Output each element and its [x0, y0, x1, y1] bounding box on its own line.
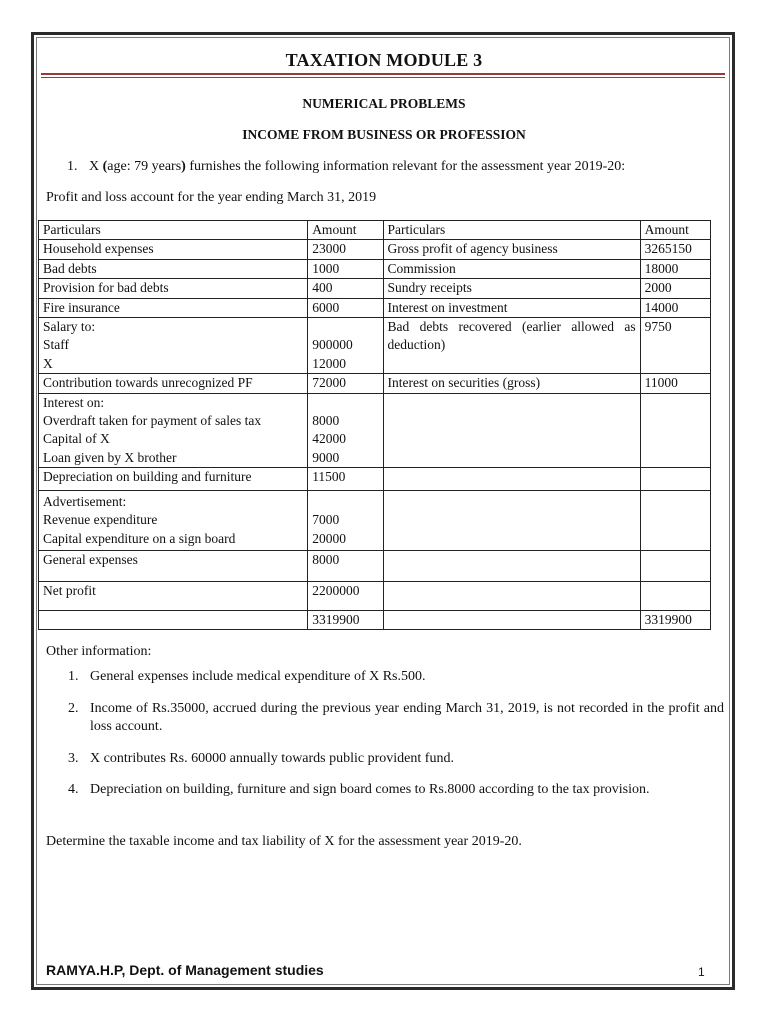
- table-row: [39, 550, 711, 581]
- advertisement-revenue: Revenue expenditure: [43, 512, 158, 528]
- list-item: [46, 781, 724, 800]
- list-item-number: 2.: [68, 700, 79, 716]
- title-rule-thin: [41, 77, 725, 78]
- pl-heading: Profit and loss account for the year ending March 31, 2019: [46, 190, 377, 205]
- profit-loss-table: [38, 220, 711, 630]
- table-total-row: [39, 610, 711, 629]
- table-row: [39, 259, 711, 278]
- cell-left-amount: 1000: [308, 259, 383, 278]
- advertisement-capital-amount: 20000: [312, 530, 346, 546]
- cell-right: Gross profit of agency business: [383, 240, 640, 259]
- cell-bad-debts-recovered-amount: 9750: [640, 318, 710, 374]
- cell-right: Sundry receipts: [383, 279, 640, 298]
- title-rule-thick: [41, 73, 725, 75]
- list-item: [46, 700, 724, 737]
- salary-head: Salary to:: [43, 319, 96, 335]
- list-item: [46, 750, 724, 769]
- cell-right-amount: 3265150: [640, 240, 710, 259]
- page-title: TAXATION MODULE 3: [285, 50, 483, 70]
- question-paren-open: (: [102, 159, 108, 174]
- cell-interest-amounts: [308, 393, 383, 468]
- cell-empty: [383, 550, 640, 581]
- question-number: 1.: [67, 159, 78, 174]
- cell-left-amount: 2200000: [308, 581, 383, 610]
- table-row-advertisement: [39, 490, 711, 550]
- cell-salary-amounts: [308, 318, 383, 374]
- page-number: 1: [698, 965, 705, 979]
- advertisement-capital: Capital expenditure on a sign board: [43, 530, 236, 546]
- cell-empty: [640, 550, 710, 581]
- cell-empty: [640, 490, 710, 550]
- cell-left-amount: 11500: [308, 468, 383, 490]
- question-prefix: X: [89, 159, 103, 174]
- cell-right: Interest on investment: [383, 298, 640, 317]
- advertisement-head: Advertisement:: [43, 493, 127, 509]
- interest-overdraft: Overdraft taken for payment of sales tax: [43, 413, 262, 429]
- other-info-heading: Other information:: [46, 644, 152, 659]
- table-row: [39, 240, 711, 259]
- list-item-text: Depreciation on building, furniture and sign board comes to Rs.8000 according to the tax provision.: [90, 782, 650, 797]
- interest-overdraft-amount: 8000: [312, 413, 340, 429]
- list-item-number: 1.: [68, 669, 79, 684]
- interest-loan-amount: 9000: [312, 449, 340, 465]
- question-suffix: furnishes the following information relevant for the assessment year 2019-20:: [185, 159, 626, 174]
- table-row: [39, 581, 711, 610]
- cell-left: Bad debts: [39, 259, 308, 278]
- other-info-list: [46, 668, 724, 813]
- cell-left-amount: 400: [308, 279, 383, 298]
- table-header-row: [39, 221, 711, 240]
- cell-right-amount: 11000: [640, 374, 710, 393]
- interest-loan: Loan given by X brother: [43, 449, 177, 465]
- table-row-salary: [39, 318, 711, 374]
- cell-left-amount: 6000: [308, 298, 383, 317]
- cell-empty: [383, 468, 640, 490]
- section-heading: INCOME FROM BUSINESS OR PROFESSION: [242, 127, 526, 142]
- cell-salary: [39, 318, 308, 374]
- question-1: [67, 159, 625, 175]
- list-item-number: 3.: [68, 750, 79, 766]
- cell-left-amount: 8000: [308, 550, 383, 581]
- cell-left: General expenses: [39, 550, 308, 581]
- conclusion: Determine the taxable income and tax liability of X for the assessment year 2019-20.: [46, 834, 522, 849]
- cell-right-amount: 14000: [640, 298, 710, 317]
- question-age: age: 79 years: [107, 159, 182, 174]
- interest-head: Interest on:: [43, 394, 105, 410]
- list-item: [46, 668, 724, 687]
- cell-left: Contribution towards unrecognized PF: [39, 374, 308, 393]
- cell-empty: [39, 610, 308, 629]
- cell-left: Net profit: [39, 581, 308, 610]
- cell-bad-debts-recovered: Bad debts recovered (earlier allowed as deduction): [383, 318, 640, 374]
- total-right: 3319900: [640, 610, 710, 629]
- cell-left: Household expenses: [39, 240, 308, 259]
- cell-left-amount: 23000: [308, 240, 383, 259]
- question-paren-close: ): [181, 159, 186, 174]
- cell-empty: [640, 468, 710, 490]
- footer-author: RAMYA.H.P, Dept. of Management studies: [46, 962, 324, 978]
- header-particulars-left: Particulars: [39, 221, 308, 240]
- cell-advertisement: [39, 490, 308, 550]
- header-amount-left: Amount: [308, 221, 383, 240]
- table-row: [39, 298, 711, 317]
- cell-empty: [640, 581, 710, 610]
- cell-right: Interest on securities (gross): [383, 374, 640, 393]
- list-item-text: X contributes Rs. 60000 annually towards public provident fund.: [90, 750, 454, 766]
- cell-empty: [383, 581, 640, 610]
- cell-left: Fire insurance: [39, 298, 308, 317]
- total-left: 3319900: [308, 610, 383, 629]
- table-row: [39, 468, 711, 490]
- cell-right-amount: 2000: [640, 279, 710, 298]
- cell-advertisement-amounts: [308, 490, 383, 550]
- advertisement-revenue-amount: 7000: [312, 512, 340, 528]
- cell-right-amount: 18000: [640, 259, 710, 278]
- table-row: [39, 279, 711, 298]
- salary-x: X: [43, 355, 53, 371]
- cell-left-amount: 72000: [308, 374, 383, 393]
- list-item-number: 4.: [68, 782, 79, 797]
- cell-empty: [383, 393, 640, 468]
- cell-empty: [383, 610, 640, 629]
- list-item-text: General expenses include medical expenditure of X Rs.500.: [90, 669, 426, 684]
- salary-x-amount: 12000: [312, 355, 346, 371]
- cell-interest: [39, 393, 308, 468]
- salary-staff: Staff: [43, 337, 69, 353]
- list-item-text: Income of Rs.35000, accrued during the previous year ending March 31, 2019, is not recorded in the profit and loss account.: [90, 700, 724, 734]
- cell-empty: [640, 393, 710, 468]
- header-amount-right: Amount: [640, 221, 710, 240]
- cell-left: Depreciation on building and furniture: [39, 468, 308, 490]
- cell-empty: [383, 490, 640, 550]
- subtitle: NUMERICAL PROBLEMS: [302, 96, 466, 111]
- table-row-interest: [39, 393, 711, 468]
- cell-right: Commission: [383, 259, 640, 278]
- header-particulars-right: Particulars: [383, 221, 640, 240]
- interest-capital-amount: 42000: [312, 431, 346, 447]
- cell-left: Provision for bad debts: [39, 279, 308, 298]
- table-row: [39, 374, 711, 393]
- salary-staff-amount: 900000: [312, 337, 353, 353]
- interest-capital: Capital of X: [43, 431, 110, 447]
